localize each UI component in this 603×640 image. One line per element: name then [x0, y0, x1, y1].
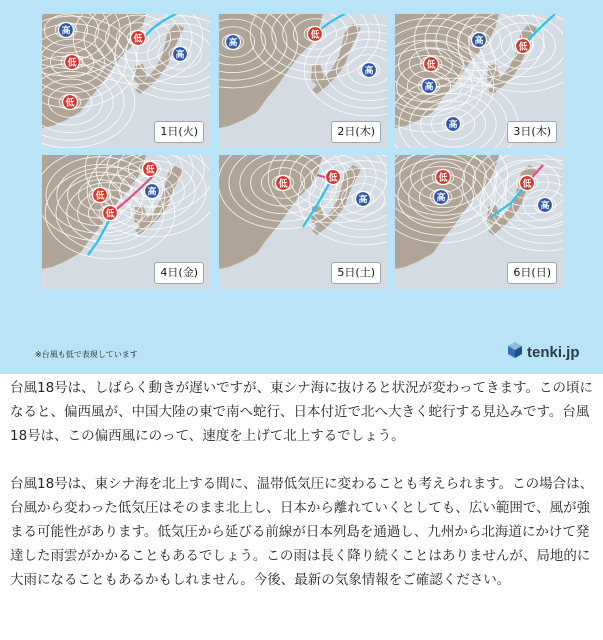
pressure-label: 高	[474, 36, 484, 47]
high-pressure-badge	[145, 184, 160, 199]
pressure-label: 低	[67, 58, 77, 69]
pressure-label: 高	[540, 201, 550, 212]
date-label: 1日(火)	[154, 121, 204, 143]
tenki-logo	[506, 342, 580, 362]
pressure-label: 低	[310, 30, 320, 41]
weather-map-day-2	[219, 14, 387, 148]
low-pressure-badge	[424, 57, 439, 72]
pressure-label: 高	[448, 120, 458, 131]
date-label: 6日(日)	[507, 262, 557, 284]
pressure-label: 低	[145, 165, 155, 176]
pressure-label: 低	[278, 179, 288, 190]
low-pressure-badge	[63, 95, 78, 110]
pressure-label: 高	[228, 38, 238, 49]
pressure-label: 低	[438, 173, 448, 184]
pressure-label: 低	[105, 209, 115, 220]
date-label: 4日(金)	[154, 262, 204, 284]
low-pressure-badge	[93, 188, 108, 203]
pressure-label: 低	[133, 34, 143, 45]
pressure-label: 高	[436, 193, 446, 204]
low-pressure-badge	[65, 55, 80, 70]
high-pressure-badge	[226, 35, 241, 50]
low-pressure-badge	[143, 162, 158, 177]
pressure-label: 高	[364, 66, 374, 77]
brand-name: tenki.jp	[527, 343, 580, 361]
high-pressure-badge	[362, 63, 377, 78]
pressure-label: 低	[426, 60, 436, 71]
date-label: 2日(木)	[331, 121, 381, 143]
weather-map-day-1	[42, 14, 210, 148]
low-pressure-badge	[276, 176, 291, 191]
weather-map-day-4	[42, 155, 210, 289]
high-pressure-badge	[422, 79, 437, 94]
low-pressure-badge	[326, 170, 341, 185]
article-paragraph: 台風18号は、しばらく動きが遅いですが、東シナ海に抜けると状況が変わってきます。この頃になると、偏西風が、中国大陸の東で南へ蛇行、日本付近で北へ大きく蛇行する見込みです。台風18号は、この偏西風にのって、速度を上げて北上するでしょう。	[10, 380, 593, 444]
low-pressure-badge	[436, 170, 451, 185]
pressure-label: 高	[358, 195, 368, 206]
high-pressure-badge	[356, 192, 371, 207]
high-pressure-badge	[446, 117, 461, 132]
weather-map-day-3	[395, 14, 563, 148]
pressure-label: 高	[147, 187, 157, 198]
map-footnote: ※台風も低で表現しています	[35, 350, 138, 359]
high-pressure-badge	[472, 33, 487, 48]
article-body	[10, 376, 596, 592]
low-pressure-badge	[516, 39, 531, 54]
high-pressure-badge	[173, 47, 188, 62]
pressure-label: 低	[518, 42, 528, 53]
low-pressure-badge	[308, 27, 323, 42]
pressure-label: 低	[65, 98, 75, 109]
weather-map-day-6	[395, 155, 563, 289]
date-label: 5日(土)	[331, 262, 381, 284]
pressure-label: 低	[328, 173, 338, 184]
article-paragraph: 台風18号は、東シナ海を北上する間に、温帯低気圧に変わることも考えられます。この場合は、台風から変わった低気圧はそのまま北上し、日本から離れていくとしても、広い範囲で、風が強まる可能性があります。低気圧から延びる前線が日本列島を通過し、九州から北海道にかけて発達した雨雲がかかることもあるでしょう。この雨は長く降り続くことはありませんが、局地的に大雨になることもあるかもしれません。今後、最新の気象情報をご確認ください。	[10, 476, 594, 588]
low-pressure-badge	[520, 176, 535, 191]
cube-icon	[506, 341, 524, 363]
low-pressure-badge	[131, 31, 146, 46]
low-pressure-badge	[103, 206, 118, 221]
date-label: 3日(木)	[507, 121, 557, 143]
pressure-label: 低	[522, 179, 532, 190]
pressure-label: 高	[61, 26, 71, 37]
pressure-label: 低	[95, 191, 105, 202]
weather-map-day-5	[219, 155, 387, 289]
high-pressure-badge	[538, 198, 553, 213]
pressure-label: 高	[424, 82, 434, 93]
pressure-label: 高	[175, 50, 185, 61]
high-pressure-badge	[434, 190, 449, 205]
high-pressure-badge	[59, 23, 74, 38]
